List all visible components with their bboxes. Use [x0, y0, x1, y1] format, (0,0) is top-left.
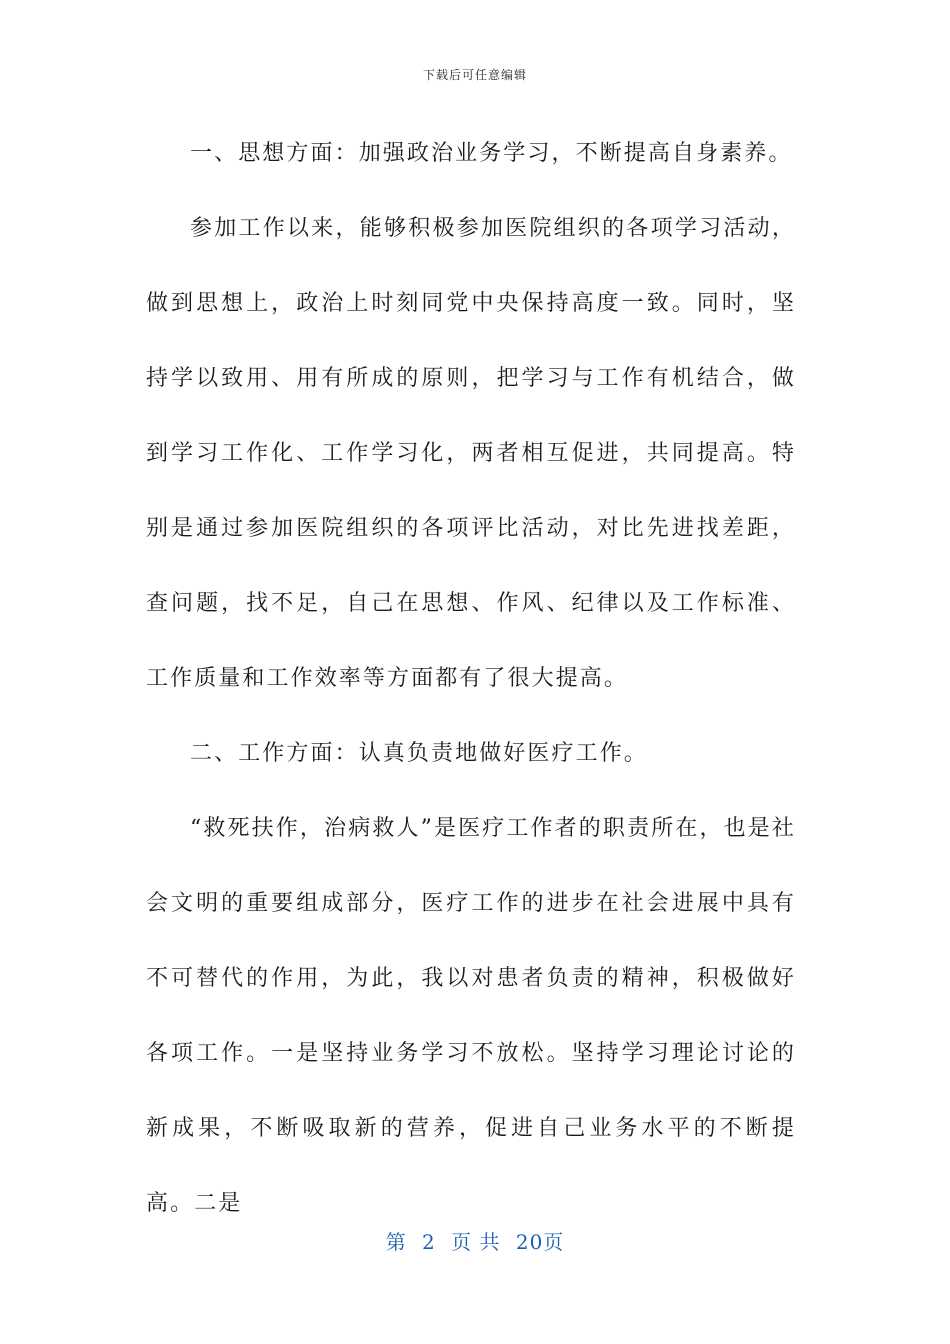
- page-header-note: 下载后可任意编辑: [422, 68, 527, 82]
- page-footer: [0, 1226, 950, 1255]
- paragraph-heading-2: 二、工作方面：认真负责地做好医疗工作。: [190, 741, 648, 766]
- paragraph-heading-1: 一、思想方面：加强政治业务学习，不断提高自身素养。: [190, 141, 793, 166]
- footer-current-page: 2: [422, 1230, 436, 1254]
- footer-prefix: 第: [385, 1230, 407, 1254]
- footer-total-pages: 20页: [515, 1230, 565, 1254]
- document-body: [146, 116, 796, 1241]
- paragraph-1: 参加工作以来，能够积极参加医院组织的各项学习活动，做到思想上，政治上时刻同党中央保持高度一致。同时，坚持学以致用、用有所成的原则，把学习与工作有机结合，做到学习工作化、工作学习化，两者相互促进，共同提高。特别是通过参加医院组织的各项评比活动，对比先进找差距，查问题，找不足，自己在思想、作风、纪律以及工作标准、工作质量和工作效率等方面都有了很大提高。: [146, 216, 796, 691]
- footer-mid: 页 共: [451, 1230, 501, 1254]
- paragraph-2: “救死扶作，治病救人”是医疗工作者的职责所在，也是社会文明的重要组成部分，医疗工作的进步在社会进展中具有不可替代的作用，为此，我以对患者负责的精神，积极做好各项工作。一是坚持业务学习不放松。坚持学习理论讨论的新成果，不断吸取新的营养，促进自己业务水平的不断提高。二是: [146, 816, 796, 1216]
